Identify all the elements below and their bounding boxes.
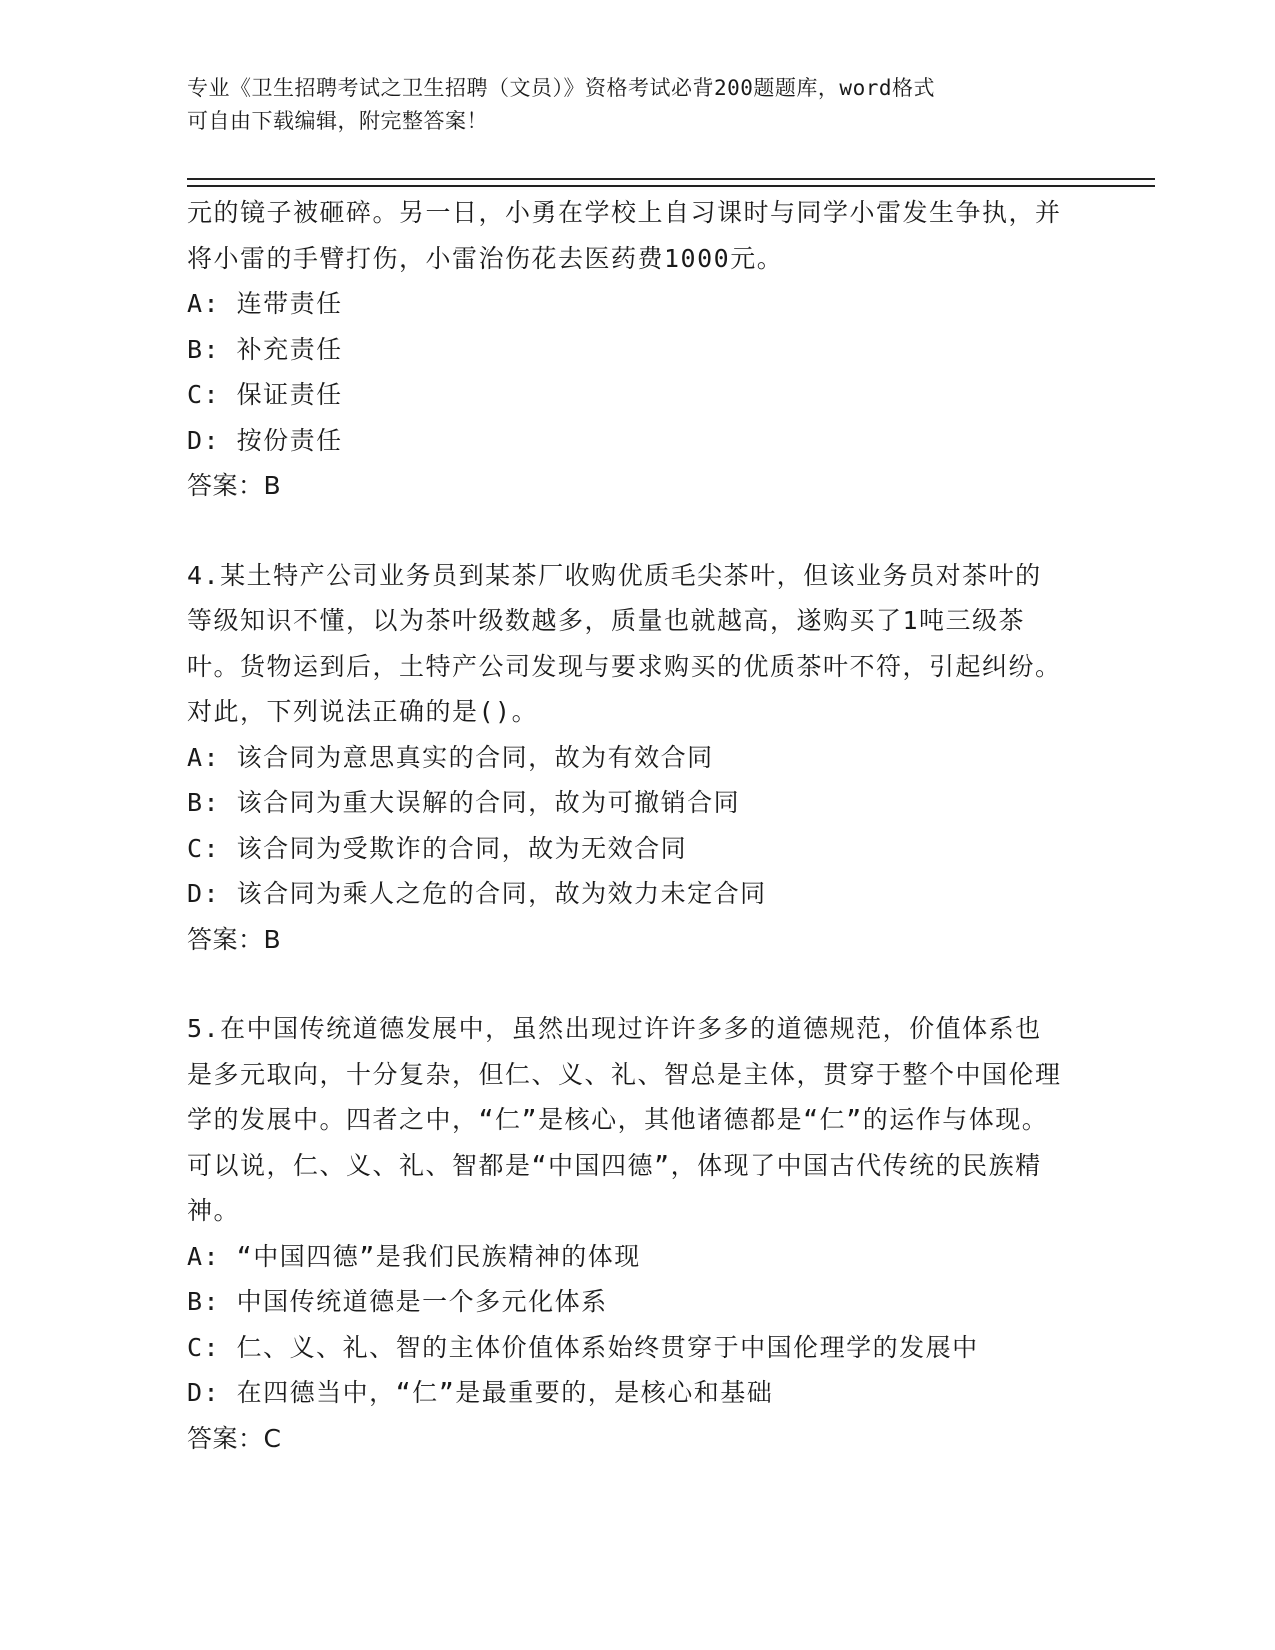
- header-divider-top: [187, 178, 1155, 180]
- question-text: 元的镜子被砸碎。另一日，小勇在学校上自习课时与同学小雷发生争执，并将小雷的手臂打伤，小雷治伤花去医药费1000元。: [187, 198, 1062, 273]
- answer: 答案：B: [187, 471, 282, 500]
- option-a: A: 该合同为意思真实的合同，故为有效合同: [187, 742, 714, 772]
- header-divider-bottom: [187, 185, 1155, 187]
- option-c: C: 该合同为受欺诈的合同，故为无效合同: [187, 833, 688, 863]
- option-d: D: 按份责任: [187, 425, 343, 455]
- question-4: [187, 553, 1067, 963]
- option-a: A: 连带责任: [187, 289, 343, 318]
- question-text: 4.某土特产公司业务员到某茶厂收购优质毛尖茶叶，但该业务员对茶叶的等级知识不懂，以为茶叶级数越多，质量也就越高，遂购买了1吨三级茶叶。货物运到后，土特产公司发现与要求购买的优质茶叶不符，引起纠纷。对此，下列说法正确的是()。: [187, 560, 1062, 726]
- option-b: B: 补充责任: [187, 334, 343, 364]
- question-5: [187, 1006, 1067, 1461]
- question-3-continued: [187, 190, 1067, 509]
- document-header: [187, 72, 1067, 138]
- question-list: [187, 190, 1067, 1505]
- header-line-1: 专业《卫生招聘考试之卫生招聘（文员）》资格考试必背200题题库，word格式: [187, 76, 935, 100]
- answer: 答案：B: [187, 924, 282, 954]
- option-b: B: 该合同为重大误解的合同，故为可撤销合同: [187, 788, 741, 817]
- option-c: C: 保证责任: [187, 380, 343, 409]
- question-text: 5.在中国传统道德发展中，虽然出现过许许多多的道德规范，价值体系也是多元取向，十分复杂，但仁、义、礼、智总是主体，贯穿于整个中国伦理学的发展中。四者之中，“仁”是核心，其他诸德都是“仁”的运作与体现。可以说，仁、义、礼、智都是“中国四德”，体现了中国古代传统的民族精神。: [187, 1014, 1062, 1225]
- option-a: A: “中国四德”是我们民族精神的体现: [187, 1241, 641, 1271]
- option-b: B: 中国传统道德是一个多元化体系: [187, 1287, 608, 1316]
- option-c: C: 仁、义、礼、智的主体价值体系始终贯穿于中国伦理学的发展中: [187, 1332, 979, 1362]
- option-d: D: 在四德当中，“仁”是最重要的，是核心和基础: [187, 1378, 774, 1407]
- answer: 答案：C: [187, 1423, 282, 1453]
- option-d: D: 该合同为乘人之危的合同，故为效力未定合同: [187, 879, 767, 908]
- header-line-2: 可自由下载编辑，附完整答案！: [187, 109, 488, 133]
